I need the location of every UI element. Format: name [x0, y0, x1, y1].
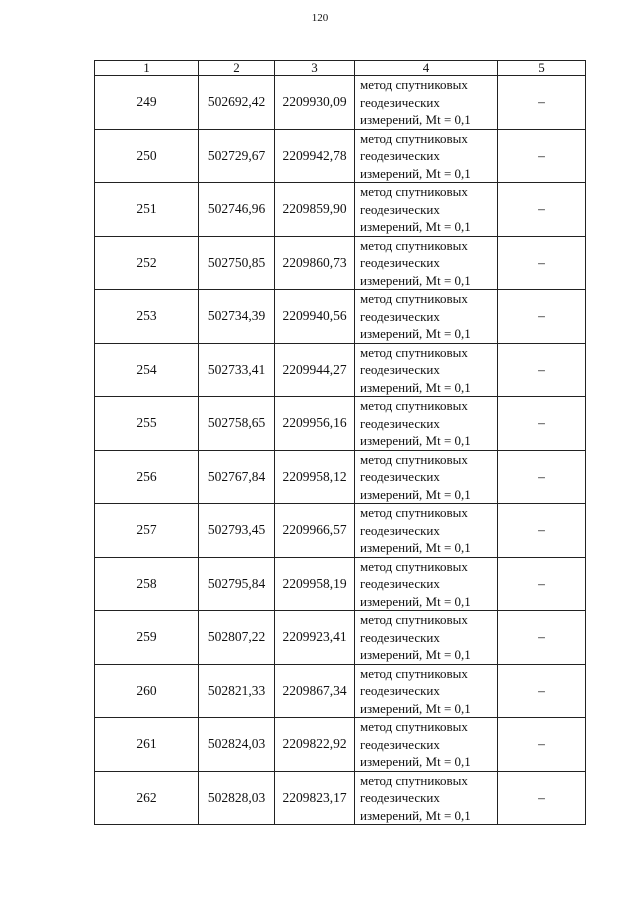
page-number: 120 — [311, 12, 329, 24]
method-cell — [355, 504, 498, 558]
method-cell — [355, 76, 498, 130]
x-coordinate-cell: 502793,45 — [199, 504, 275, 558]
column-header-4: 4 — [355, 61, 498, 76]
table-row — [95, 397, 586, 451]
method-text-line-1: метод спутниковых — [360, 398, 468, 413]
y-coordinate-cell: 2209859,90 — [275, 183, 355, 237]
table-row — [95, 771, 586, 825]
note-cell: – — [498, 611, 586, 665]
method-text-line-1: метод спутниковых — [360, 344, 468, 360]
method-text-line-3: измерений, Mt = 0,1 — [360, 165, 471, 181]
method-cell — [355, 343, 498, 397]
method-text-line-2: геодезических — [360, 415, 440, 431]
y-coordinate-cell: 2209940,56 — [275, 290, 355, 344]
method-text-line-2: геодезических — [360, 683, 440, 698]
table-row — [95, 718, 586, 772]
note-cell: – — [498, 718, 586, 772]
y-coordinate-cell: 2209956,16 — [275, 397, 355, 451]
method-text-line-3: измерений, Mt = 0,1 — [360, 700, 471, 716]
method-cell — [355, 129, 498, 183]
method-text-line-3: измерений, Mt = 0,1 — [360, 647, 471, 662]
note-cell: – — [498, 236, 586, 290]
method-cell — [355, 183, 498, 237]
table-row — [95, 290, 586, 344]
note-cell: – — [498, 397, 586, 451]
point-number-cell: 257 — [95, 504, 199, 558]
point-number-cell: 261 — [95, 718, 199, 772]
point-number-cell: 251 — [95, 183, 199, 237]
column-header-1: 1 — [95, 61, 199, 76]
note-cell: – — [498, 290, 586, 344]
method-cell — [355, 664, 498, 718]
y-coordinate-cell: 2209823,17 — [275, 771, 355, 825]
point-number-cell: 262 — [95, 771, 199, 825]
column-header-5: 5 — [498, 61, 586, 76]
method-text-line-3: измерений, Mt = 0,1 — [360, 593, 471, 609]
x-coordinate-cell: 502767,84 — [199, 450, 275, 504]
method-text-line-1: метод спутниковых — [360, 719, 468, 734]
method-text-line-1: метод спутниковых — [360, 505, 468, 520]
table-row — [95, 504, 586, 558]
y-coordinate-cell: 2209822,92 — [275, 718, 355, 772]
note-cell: – — [498, 664, 586, 718]
point-number-cell: 259 — [95, 611, 199, 665]
method-text-line-1: метод спутниковых — [360, 451, 468, 467]
method-text-line-3: измерений, Mt = 0,1 — [360, 754, 471, 769]
y-coordinate-cell: 2209942,78 — [275, 129, 355, 183]
method-text-line-2: геодезических — [360, 94, 440, 110]
x-coordinate-cell: 502821,33 — [199, 664, 275, 718]
table-row — [95, 557, 586, 611]
x-coordinate-cell: 502729,67 — [199, 129, 275, 183]
method-text-line-2: геодезических — [360, 308, 440, 324]
method-text-line-2: геодезических — [360, 148, 440, 163]
method-text-line-1: метод спутниковых — [360, 130, 468, 146]
point-number-cell: 252 — [95, 236, 199, 290]
table-row — [95, 183, 586, 237]
x-coordinate-cell: 502733,41 — [199, 343, 275, 397]
method-text-line-1: метод спутниковых — [360, 612, 468, 627]
point-number-cell: 254 — [95, 343, 199, 397]
point-number-cell: 255 — [95, 397, 199, 451]
method-text-line-2: геодезических — [360, 362, 440, 377]
method-text-line-2: геодезических — [360, 790, 440, 805]
method-text-line-1: метод спутниковых — [360, 237, 468, 253]
note-cell: – — [498, 771, 586, 825]
method-text-line-1: метод спутниковых — [360, 184, 468, 199]
method-cell — [355, 557, 498, 611]
method-cell — [355, 236, 498, 290]
table-header-row — [95, 61, 586, 76]
x-coordinate-cell: 502692,42 — [199, 76, 275, 130]
table-row — [95, 236, 586, 290]
method-text-line-3: измерений, Mt = 0,1 — [360, 112, 471, 127]
x-coordinate-cell: 502828,03 — [199, 771, 275, 825]
method-cell — [355, 771, 498, 825]
table-row — [95, 664, 586, 718]
table-row — [95, 129, 586, 183]
method-text-line-1: метод спутниковых — [360, 77, 468, 92]
y-coordinate-cell: 2209966,57 — [275, 504, 355, 558]
note-cell: – — [498, 343, 586, 397]
point-number-cell: 249 — [95, 76, 199, 130]
note-cell: – — [498, 557, 586, 611]
x-coordinate-cell: 502758,65 — [199, 397, 275, 451]
x-coordinate-cell: 502734,39 — [199, 290, 275, 344]
table-row — [95, 611, 586, 665]
method-text-line-1: метод спутниковых — [360, 772, 468, 788]
y-coordinate-cell: 2209944,27 — [275, 343, 355, 397]
method-text-line-2: геодезических — [360, 736, 440, 752]
method-cell — [355, 611, 498, 665]
method-text-line-3: измерений, Mt = 0,1 — [360, 272, 471, 288]
note-cell: – — [498, 183, 586, 237]
method-text-line-2: геодезических — [360, 201, 440, 217]
x-coordinate-cell: 502750,85 — [199, 236, 275, 290]
method-text-line-3: измерений, Mt = 0,1 — [360, 433, 471, 448]
method-cell — [355, 397, 498, 451]
method-text-line-3: измерений, Mt = 0,1 — [360, 219, 471, 234]
method-text-line-1: метод спутниковых — [360, 291, 468, 306]
table-row — [95, 343, 586, 397]
method-text-line-3: измерений, Mt = 0,1 — [360, 807, 471, 823]
y-coordinate-cell: 2209860,73 — [275, 236, 355, 290]
y-coordinate-cell: 2209867,34 — [275, 664, 355, 718]
method-text-line-3: измерений, Mt = 0,1 — [360, 379, 471, 395]
method-text-line-1: метод спутниковых — [360, 665, 468, 681]
table-row — [95, 450, 586, 504]
method-text-line-3: измерений, Mt = 0,1 — [360, 326, 471, 341]
note-cell: – — [498, 450, 586, 504]
point-number-cell: 253 — [95, 290, 199, 344]
y-coordinate-cell: 2209930,09 — [275, 76, 355, 130]
x-coordinate-cell: 502807,22 — [199, 611, 275, 665]
column-header-2: 2 — [199, 61, 275, 76]
point-number-cell: 256 — [95, 450, 199, 504]
table-body — [95, 76, 586, 825]
y-coordinate-cell: 2209923,41 — [275, 611, 355, 665]
method-cell — [355, 290, 498, 344]
method-text-line-2: геодезических — [360, 629, 440, 645]
note-cell: – — [498, 76, 586, 130]
point-number-cell: 260 — [95, 664, 199, 718]
method-text-line-3: измерений, Mt = 0,1 — [360, 540, 471, 555]
method-cell — [355, 450, 498, 504]
method-text-line-2: геодезических — [360, 255, 440, 270]
coordinates-table — [94, 60, 586, 825]
method-text-line-2: геодезических — [360, 576, 440, 591]
note-cell: – — [498, 129, 586, 183]
x-coordinate-cell: 502746,96 — [199, 183, 275, 237]
y-coordinate-cell: 2209958,12 — [275, 450, 355, 504]
method-text-line-1: метод спутниковых — [360, 558, 468, 574]
point-number-cell: 258 — [95, 557, 199, 611]
note-cell: – — [498, 504, 586, 558]
x-coordinate-cell: 502824,03 — [199, 718, 275, 772]
method-text-line-2: геодезических — [360, 469, 440, 484]
y-coordinate-cell: 2209958,19 — [275, 557, 355, 611]
point-number-cell: 250 — [95, 129, 199, 183]
method-text-line-2: геодезических — [360, 522, 440, 538]
column-header-3: 3 — [275, 61, 355, 76]
method-text-line-3: измерений, Mt = 0,1 — [360, 486, 471, 502]
table-row — [95, 76, 586, 130]
method-cell — [355, 718, 498, 772]
x-coordinate-cell: 502795,84 — [199, 557, 275, 611]
